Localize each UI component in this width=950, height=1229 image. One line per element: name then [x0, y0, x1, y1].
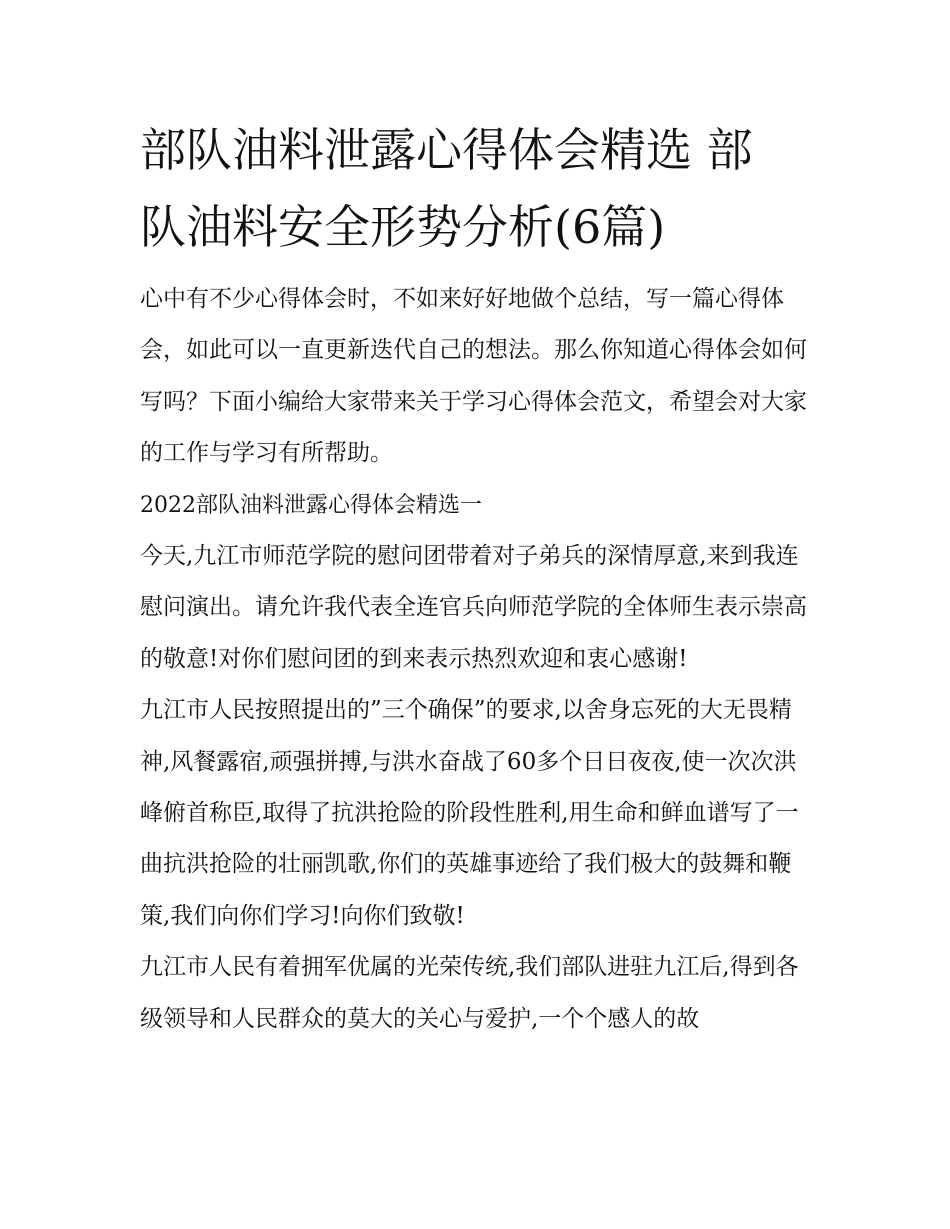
document-title: [140, 112, 820, 266]
intro-paragraph: 心中有不少心得体会时，不如来好好地做个总结，写一篇心得体会，如此可以一直更新迭代自己的想法。那么你知道心得体会如何写吗？下面小编给大家带来关于学习心得体会范文，希望会对大家的工作与学习有所帮助。: [140, 286, 807, 467]
title-line-2: 队油料安全形势分析(6篇): [140, 200, 666, 254]
section-heading: 2022部队油料泄露心得体会精选一: [140, 492, 482, 518]
body-paragraph-1: 今天,九江市师范学院的慰问团带着对子弟兵的深情厚意,来到我连慰问演出。请允许我代表全连官兵向师范学院的全体师生表示崇高的敬意!对你们慰问团的到来表示热烈欢迎和衷心感谢!: [140, 543, 807, 672]
document-body: [140, 274, 814, 1045]
title-line-1: 部队油料泄露心得体会精选 部: [140, 123, 753, 177]
body-paragraph-2: 九江市人民按照提出的”三个确保”的要求,以舍身忘死的大无畏精神,风餐露宿,顽强拼搏,与洪水奋战了60多个日日夜夜,使一次次洪峰俯首称臣,取得了抗洪抢险的阶段性胜利,用生命和鲜血谱写了一曲抗洪抢险的壮丽凯歌,你们的英雄事迹给了我们极大的鼓舞和鞭策,我们向你们学习!向你们致敬!: [140, 697, 799, 929]
body-paragraph-3: 九江市人民有着拥军优属的光荣传统,我们部队进驻九江后,得到各级领导和人民群众的莫大的关心与爱护,一个个感人的故: [140, 954, 799, 1032]
